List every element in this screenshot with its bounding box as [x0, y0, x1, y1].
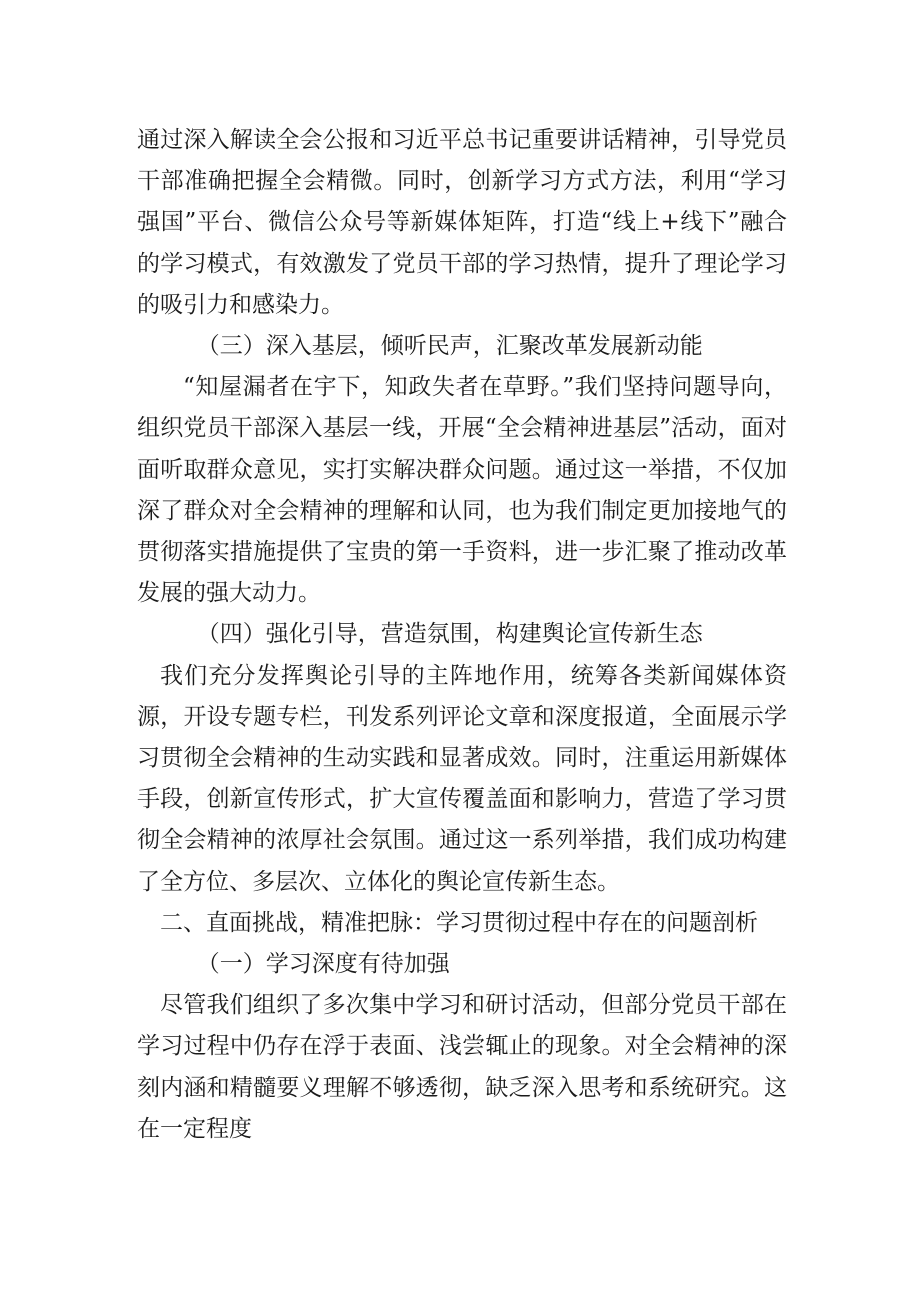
section-heading: （一）学习深度有待加强 [196, 951, 450, 978]
body-paragraph: 我们充分发挥舆论引导的主阵地作用，统筹各类新闻媒体资源，开设专题专栏，刊发系列评论文章和深度报道，全面展示学习贯彻全会精神的生动实践和显著成效。同时，注重运用新媒体手段，创新宣传形式，扩大宣传覆盖面和影响力，营造了学习贯彻全会精神的浓厚社会氛围。通过这一系列举措，我们成功构建了全方位、多层次、立体化的舆论宣传新生态。 [137, 662, 787, 895]
chapter-heading: 二、直面挑战，精准把脉：学习贯彻过程中存在的问题剖析 [160, 909, 758, 936]
body-paragraph: “知屋漏者在宇下，知政失者在草野。”我们坚持问题导向，组织党员干部深入基层一线，开展“全会精神进基层”活动，面对面听取群众意见，实打实解决群众问题。通过这一举措，不仅加深了群众对全会精神的理解和认同，也为我们制定更加接地气的贯彻落实措施提供了宝贵的第一手资料，进一步汇聚了推动改革发展的强大动力。 [137, 374, 787, 607]
section-heading: （三）深入基层，倾听民声，汇聚改革发展新动能 [196, 333, 703, 360]
body-paragraph: 尽管我们组织了多次集中学习和研讨活动，但部分党员干部在学习过程中仍存在浮于表面、浅尝辄止的现象。对全会精神的深刻内涵和精髓要义理解不够透彻，缺乏深入思考和系统研究。这在一定程度 [137, 992, 787, 1142]
document-body [137, 120, 787, 1150]
body-paragraph: 通过深入解读全会公报和习近平总书记重要讲话精神，引导党员干部准确把握全会精微。同时，创新学习方式方法，利用“学习强国”平台、微信公众号等新媒体矩阵，打造“线上+线下”融合的学习模式，有效激发了党员干部的学习热情，提升了理论学习的吸引力和感染力。 [137, 127, 787, 318]
section-heading: （四）强化引导，营造氛围，构建舆论宣传新生态 [196, 621, 703, 648]
